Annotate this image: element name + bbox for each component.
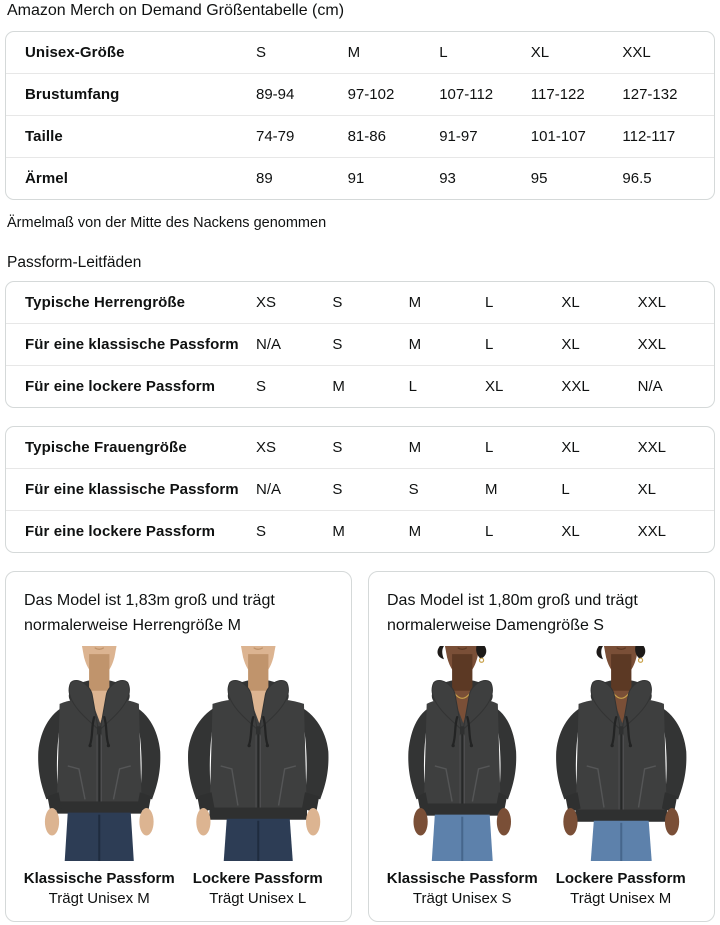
cell: L xyxy=(485,336,494,353)
cell: L xyxy=(485,439,494,456)
sleeve-measure-note: Ärmelmaß von der Mitte des Nackens genommen xyxy=(7,215,327,231)
model-photo-loose-fit xyxy=(179,646,338,861)
photo-captions xyxy=(383,869,700,909)
cell: XXL xyxy=(637,439,667,456)
cell: N/A xyxy=(256,336,282,353)
cell: 97-102 xyxy=(347,86,395,103)
female-model-card xyxy=(368,571,715,922)
table-row xyxy=(6,282,714,323)
cell: L xyxy=(439,44,448,61)
cell: S xyxy=(332,336,343,353)
model-description: Das Model ist 1,80m groß und trägt normalerweise Damengröße S xyxy=(387,592,638,634)
page-title: Amazon Merch on Demand Größentabelle (cm) xyxy=(7,2,345,19)
model-photos xyxy=(383,646,700,861)
row-label: Brustumfang xyxy=(25,86,120,103)
cell: XS xyxy=(256,439,277,456)
row-label: Unisex-Größe xyxy=(25,44,125,61)
cell: M xyxy=(485,481,498,498)
fit-guides-title: Passform-Leitfäden xyxy=(7,254,142,271)
row-label: Für eine lockere Passform xyxy=(25,523,216,540)
cell: XXL xyxy=(637,336,667,353)
cell: L xyxy=(485,523,494,540)
table-row xyxy=(6,32,714,73)
photo-caption xyxy=(383,869,542,909)
row-label: Ärmel xyxy=(25,170,69,187)
size-label: Trägt Unisex L xyxy=(209,890,307,908)
cell: XL xyxy=(561,336,580,353)
cell: XL xyxy=(485,378,504,395)
row-label: Für eine klassische Passform xyxy=(25,481,239,498)
womens-fit-table xyxy=(5,426,715,553)
cell: S xyxy=(256,44,267,61)
cell: S xyxy=(408,481,419,498)
fit-label: Lockere Passform xyxy=(555,870,686,888)
cell: M xyxy=(332,523,345,540)
cell: 89-94 xyxy=(256,86,295,103)
male-model-card xyxy=(5,571,352,922)
cell: XXL xyxy=(637,523,667,540)
fit-label: Klassische Passform xyxy=(386,870,538,888)
photo-caption xyxy=(20,869,179,909)
cell: 127-132 xyxy=(622,86,678,103)
size-label: Trägt Unisex M xyxy=(48,890,150,908)
photo-caption xyxy=(179,869,338,909)
cell: XXL xyxy=(637,294,667,311)
cell: 93 xyxy=(439,170,456,187)
cell: 112-117 xyxy=(622,128,676,145)
cell: XS xyxy=(256,294,277,311)
row-label: Für eine klassische Passform xyxy=(25,336,239,353)
fit-label: Klassische Passform xyxy=(23,870,175,888)
row-label: Typische Frauengröße xyxy=(25,439,187,456)
cell: S xyxy=(332,481,343,498)
cell: XL xyxy=(561,439,580,456)
cell: XL xyxy=(561,523,580,540)
cell: S xyxy=(256,523,267,540)
cell: M xyxy=(408,294,422,311)
cell: M xyxy=(408,336,422,353)
model-photos xyxy=(20,646,337,861)
cell: S xyxy=(332,294,343,311)
size-label: Trägt Unisex S xyxy=(412,890,512,908)
photo-captions xyxy=(20,869,337,909)
cell: L xyxy=(485,294,494,311)
cell: N/A xyxy=(256,481,282,498)
photo-caption xyxy=(542,869,701,909)
cell: 107-112 xyxy=(439,86,494,103)
model-photo-classic-fit xyxy=(383,646,542,861)
cell: M xyxy=(408,523,422,540)
cell: XL xyxy=(561,294,580,311)
table-row xyxy=(6,365,714,407)
cell: N/A xyxy=(637,378,663,395)
cell: XXL xyxy=(561,378,590,395)
cell: 101-107 xyxy=(530,128,586,145)
row-label: Für eine lockere Passform xyxy=(25,378,216,395)
cell: S xyxy=(256,378,267,395)
cell: 91 xyxy=(347,170,365,187)
mens-fit-table xyxy=(5,281,715,408)
cell: 81-86 xyxy=(347,128,386,145)
table-row xyxy=(6,427,714,468)
row-label: Typische Herrengröße xyxy=(25,294,186,311)
table-row xyxy=(6,510,714,552)
cell: S xyxy=(332,439,343,456)
cell: M xyxy=(332,378,345,395)
row-label: Taille xyxy=(25,128,63,145)
cell: 89 xyxy=(256,170,273,187)
cell: XL xyxy=(530,44,550,61)
model-photo-loose-fit xyxy=(542,646,701,861)
fit-label: Lockere Passform xyxy=(192,870,323,888)
cell: L xyxy=(408,378,417,395)
cell: XL xyxy=(637,481,657,498)
table-row xyxy=(6,323,714,365)
cell: M xyxy=(408,439,422,456)
table-row xyxy=(6,157,714,199)
cell: 117-122 xyxy=(530,86,585,103)
cell: XXL xyxy=(622,44,651,61)
table-row xyxy=(6,115,714,157)
size-label: Trägt Unisex M xyxy=(570,890,672,908)
table-row xyxy=(6,468,714,510)
cell: 74-79 xyxy=(256,128,295,145)
cell: 95 xyxy=(530,170,548,187)
table-row xyxy=(6,73,714,115)
cell: 96.5 xyxy=(622,170,652,187)
cell: 91-97 xyxy=(439,128,478,145)
unisex-size-table xyxy=(5,31,715,200)
cell: M xyxy=(347,44,361,61)
model-photo-classic-fit xyxy=(20,646,179,861)
model-cards xyxy=(5,571,715,922)
model-description: Das Model ist 1,83m groß und trägt normalerweise Herrengröße M xyxy=(24,592,275,634)
cell: L xyxy=(561,481,570,498)
